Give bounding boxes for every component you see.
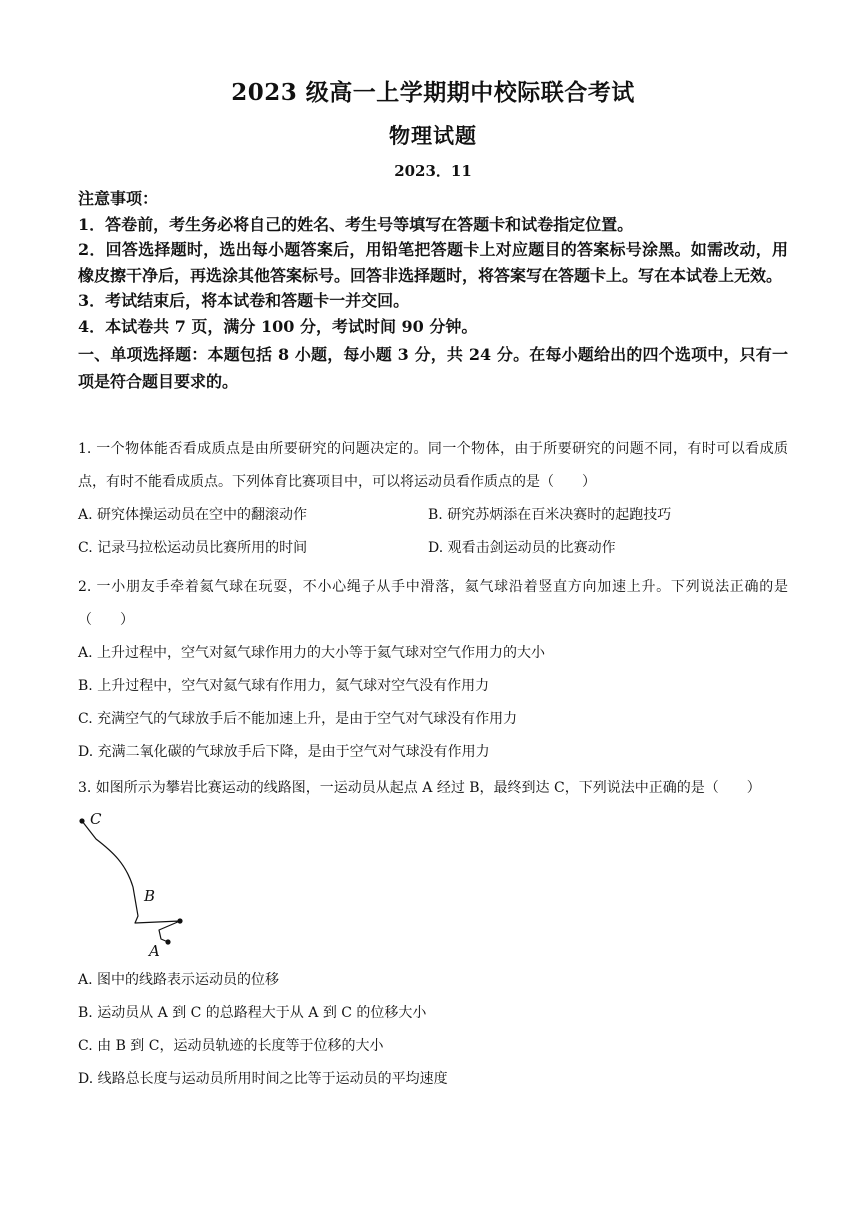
question-2 bbox=[78, 571, 788, 769]
notice-block bbox=[78, 186, 788, 339]
question-1-options-row-1 bbox=[78, 499, 788, 532]
question-1-option-a: A. 研究体操运动员在空中的翻滚动作 bbox=[78, 507, 308, 523]
question-2-option-a: A. 上升过程中，空气对氦气球作用力的大小等于氦气球对空气作用力的大小 bbox=[78, 645, 546, 661]
point-turn bbox=[177, 918, 182, 923]
question-3-options bbox=[78, 964, 788, 1096]
climbing-route-figure bbox=[78, 812, 208, 962]
notice-item-4: 4．本试卷共 7 页，满分 100 分，考试时间 90 分钟。 bbox=[78, 316, 478, 336]
label-a: A bbox=[149, 942, 160, 960]
climbing-route-diagram bbox=[78, 812, 208, 962]
point-a bbox=[165, 939, 170, 944]
notice-item-1: 1．答卷前，考生务必将自己的姓名、考生号等填写在答题卡和试卷指定位置。 bbox=[78, 214, 634, 234]
subject-title: 物理试题 bbox=[389, 123, 477, 148]
notice-item-3: 3．考试结束后，将本试卷和答题卡一并交回。 bbox=[78, 291, 410, 310]
question-1-options-row-2 bbox=[78, 532, 788, 565]
question-3-option-d: D. 线路总长度与运动员所用时间之比等于运动员的平均速度 bbox=[78, 1071, 448, 1087]
question-2-option-b: B. 上升过程中，空气对氦气球有作用力，氦气球对空气没有作用力 bbox=[78, 678, 490, 694]
notice-item-2: 2．回答选择题时，选出每小题答案后，用铅笔把答题卡上对应题目的答案标号涂黑。如需改动，用橡皮擦干净后，再选涂其他答案标号。回答非选择题时，将答案写在答题卡上。写在本试卷上无效。 bbox=[78, 240, 788, 285]
question-3-stem: 3. 如图所示为攀岩比赛运动的线路图，一运动员从起点 A 经过 B，最终到达 C，下列说法中正确的是（ ） bbox=[78, 780, 761, 796]
question-3-option-b: B. 运动员从 A 到 C 的总路程大于从 A 到 C 的位移大小 bbox=[78, 1005, 427, 1021]
question-3-stem-wrap bbox=[78, 772, 788, 805]
question-2-option-c: C. 充满空气的气球放手后不能加速上升，是由于空气对气球没有作用力 bbox=[78, 711, 518, 727]
question-1 bbox=[78, 433, 788, 565]
question-3-option-a: A. 图中的线路表示运动员的位移 bbox=[78, 972, 280, 988]
label-c: C bbox=[90, 812, 102, 828]
question-1-stem: 1. 一个物体能否看成质点是由所要研究的问题决定的。同一个物体，由于所要研究的问题不同，有时可以看成质点，有时不能看成质点。下列体育比赛项目中，可以将运动员看作质点的是（ ） bbox=[78, 441, 788, 490]
question-2-stem: 2. 一小朋友手牵着氦气球在玩耍，不小心绳子从手中滑落，氦气球沿着竖直方向加速上升。下列说法正确的是（ ） bbox=[78, 579, 788, 628]
question-1-option-b: B. 研究苏炳添在百米决赛时的起跑技巧 bbox=[428, 507, 672, 523]
notice-heading: 注意事项： bbox=[78, 189, 159, 208]
label-b: B bbox=[144, 887, 156, 905]
question-1-option-d: D. 观看击剑运动员的比赛动作 bbox=[428, 540, 616, 556]
point-c bbox=[79, 818, 84, 823]
question-1-option-c: C. 记录马拉松运动员比赛所用的时间 bbox=[78, 540, 308, 556]
question-3-option-c: C. 由 B 到 C，运动员轨迹的长度等于位移的大小 bbox=[78, 1038, 384, 1054]
section-heading: 一、单项选择题：本题包括 8 小题，每小题 3 分，共 24 分。在每小题给出的四个选项中，只有一项是符合题目要求的。 bbox=[78, 345, 788, 391]
question-2-option-d: D. 充满二氧化碳的气球放手后下降，是由于空气对气球没有作用力 bbox=[78, 744, 490, 760]
exam-date: 2023．11 bbox=[394, 162, 472, 180]
climbing-route-path bbox=[82, 821, 180, 942]
exam-title: 2023 级高一上学期期中校际联合考试 bbox=[231, 79, 635, 106]
